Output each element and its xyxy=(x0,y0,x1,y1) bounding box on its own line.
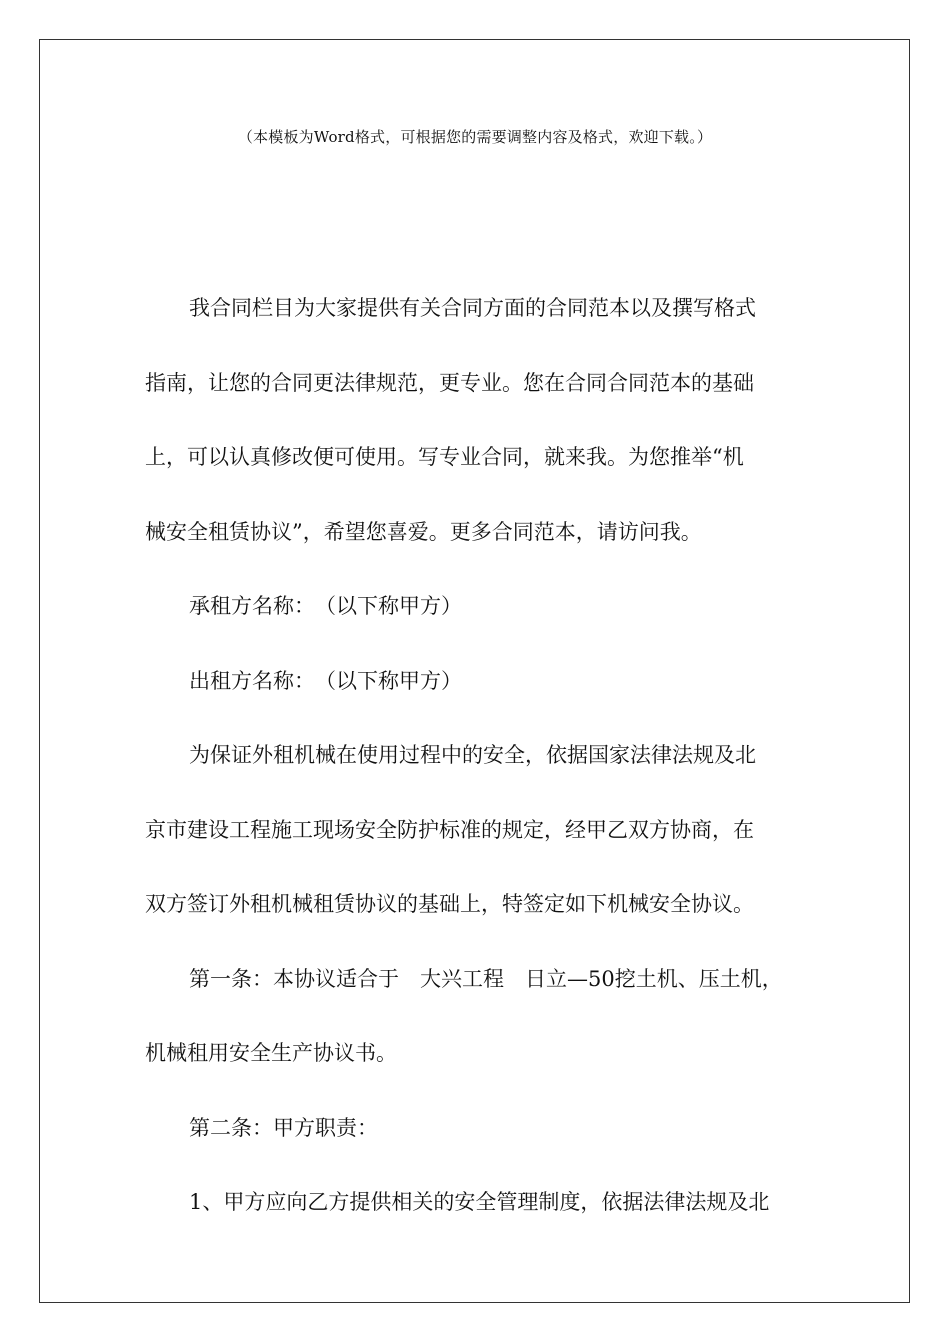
article-1-line-2: 机械租用安全生产协议书。 xyxy=(145,1041,397,1065)
paragraph-intro-line-2: 指南，让您的合同更法律规范，更专业。您在合同合同范本的基础 xyxy=(145,370,754,395)
lessor-name-line: 出租方名称： （以下称甲方） xyxy=(189,668,462,693)
paragraph-purpose-line-3: 双方签订外租机械租赁协议的基础上，特签定如下机械安全协议。 xyxy=(145,892,754,916)
lessee-name-line: 承租方名称： （以下称甲方） xyxy=(189,594,462,618)
paragraph-purpose-line-2: 京市建设工程施工现场安全防护标准的规定，经甲乙双方协商，在 xyxy=(145,817,754,842)
paragraph-intro-line-1: 我合同栏目为大家提供有关合同方面的合同范本以及撰写格式 xyxy=(189,296,756,320)
paragraph-purpose-line-1: 为保证外租机械在使用过程中的安全，依据国家法律法规及北 xyxy=(189,743,756,767)
article-1-line-1: 第一条：本协议适合于 大兴工程 日立—50挖土机、压土机， xyxy=(189,966,783,991)
paragraph-intro-line-3: 上，可以认真修改便可使用。写专业合同，就来我。为您推举“机 xyxy=(145,445,744,469)
template-note: （本模板为Word格式，可根据您的需要调整内容及格式，欢迎下载。） xyxy=(237,128,713,146)
paragraph-intro-line-4: 械安全租赁协议”，希望您喜爱。更多合同范本，请访问我。 xyxy=(145,519,702,544)
article-2-heading: 第二条：甲方职责： xyxy=(189,1115,378,1140)
article-2-item-1: 1、甲方应向乙方提供相关的安全管理制度，依据法律法规及北 xyxy=(189,1190,770,1214)
contract-body xyxy=(145,271,805,1240)
